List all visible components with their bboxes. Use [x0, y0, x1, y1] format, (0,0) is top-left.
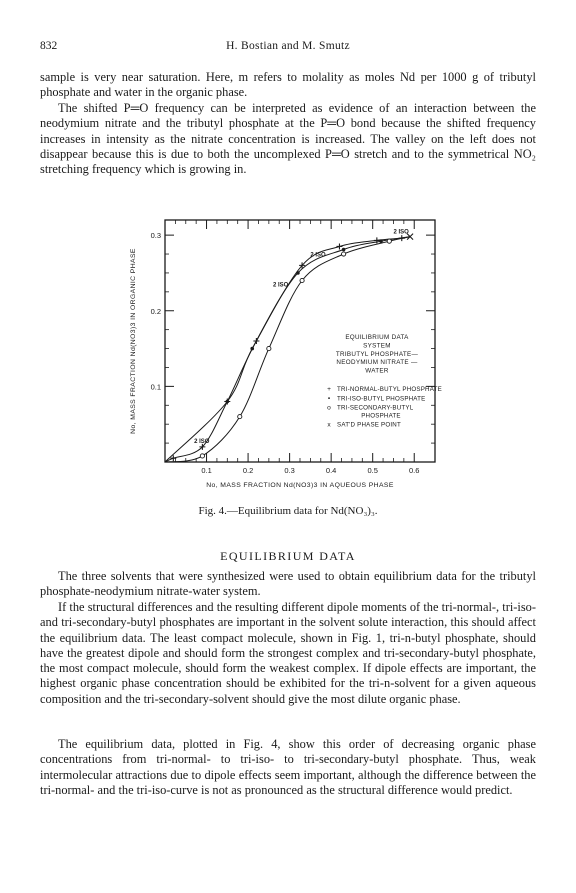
legend-title-line: TRIBUTYL PHOSPHATE—: [335, 350, 419, 358]
paragraph-equilibrium-data: The equilibrium data, plotted in Fig. 4, show this order of decreasing organic phase concentrations from tri-normal- to tri-iso- to tri-secondary-butyl phosphate. Thus, weak intermolecular attractions due to dipole effects seem important, although the difference between the tri-normal- and the tri-iso-curve is not as pronounced as the structural difference would predict.: [40, 737, 536, 797]
data-point-tri-iso: [296, 271, 300, 275]
annotation-label: 2 ISO: [310, 252, 326, 259]
x-tick-label: 0.6: [409, 466, 420, 475]
paragraph-shifted-frequency: The shifted P═O frequency can be interpreted as evidence of an interaction between the neodymium nitrate and the tributyl phosphate at the P═O bond because the shifted frequency increases in intensity as the nitrate concentration is increased. The valley on the left does not disappear because this is due to both the uncomplexed P═O stretch and to the symmetrical NO₂ stretching frequency which is growing in.: [40, 101, 536, 177]
section-heading: EQUILIBRIUM DATA: [220, 549, 356, 563]
legend-marker: o: [327, 404, 331, 412]
data-point-tri-secondary: [387, 239, 391, 243]
y-axis-label: No, MASS FRACTION Nd(NO3)3 IN ORGANIC PHASE: [130, 248, 137, 434]
paragraph-continuation: sample is very near saturation. Here, m refers to molality as moles Nd per 1000 g of tributyl phosphate and water in the organic phase.: [40, 70, 536, 100]
data-point-tri-secondary: [267, 346, 271, 350]
data-point-tri-secondary: [300, 278, 304, 282]
legend-title-line: NEODYMIUM NITRATE —: [336, 359, 418, 367]
annotation-label: 2 ISO: [194, 439, 210, 446]
equilibrium-chart: [95, 210, 485, 496]
y-tick-label: 0.2: [150, 306, 161, 316]
running-head-authors: H. Bostian and M. Smutz: [226, 40, 350, 52]
x-tick-label: 0.5: [367, 466, 378, 475]
data-point-tri-normal: [336, 243, 342, 249]
y-tick-label: 0.1: [150, 382, 161, 392]
x-tick-label: 0.3: [284, 466, 295, 475]
legend-title-line: EQUILIBRIUM DATA: [345, 334, 409, 341]
x-tick-label: 0.2: [242, 466, 254, 475]
legend-title-line: SYSTEM: [363, 342, 391, 350]
page-header: [40, 40, 536, 56]
annotation-label: 2 ISO: [273, 282, 289, 289]
equilibrium-figure: [95, 210, 485, 496]
page-number: 832: [40, 40, 58, 52]
x-tick-label: 0.4: [325, 466, 337, 475]
legend-label: PHOSPHATE: [361, 412, 401, 420]
paragraph-structural-differences: If the structural differences and the resulting different dipole moments of the tri-normal-, tri-iso- and tri-secondary-butyl phosphates are important in the solvent solute interaction, this should affect the equilibrium data. The least compact molecule, shown in Fig. 1, tri-n-butyl phosphate, should have the greatest dipole and should form the strongest complex and tri-secondary-butyl phosphate, the most compact molecule, should form the weakest complex. If dipole effects are important, the highest organic phase concentration should be exhibited for the tri-n-solvent for a given aqueous composition and the tri-secondary-solvent should give the most dilute organic phase.: [40, 600, 536, 706]
data-point-tri-secondary: [200, 454, 204, 458]
paragraph-solvents: The three solvents that were synthesized were used to obtain equilibrium data for the tributyl phosphate-neodymium nitrate-water system.: [40, 569, 536, 599]
legend-label: TRI-ISO-BUTYL PHOSPHATE: [337, 395, 426, 403]
data-point-tri-secondary: [342, 252, 346, 256]
legend-marker: x: [327, 421, 331, 429]
annotation-label: 2 ISO: [393, 229, 409, 236]
x-tick-label: 0.1: [201, 466, 212, 475]
data-point-tri-iso: [250, 347, 254, 351]
data-point-tri-secondary: [238, 415, 242, 419]
legend-label: SAT'D PHASE POINT: [337, 421, 401, 429]
data-point-tri-iso: [226, 400, 230, 404]
legend-label: TRI-SECONDARY-BUTYL: [337, 404, 414, 412]
legend-title-line: WATER: [365, 367, 389, 375]
legend-marker: +: [327, 386, 331, 393]
legend-label: TRI-NORMAL-BUTYL PHOSPHATE: [337, 386, 442, 393]
x-axis-label: No, MASS FRACTION Nd(NO3)3 IN AQUEOUS PHASE: [206, 482, 394, 489]
figure-caption: Fig. 4.—Equilibrium data for Nd(NO₃)₃.: [198, 505, 378, 517]
legend-marker: •: [327, 395, 331, 403]
y-tick-label: 0.3: [150, 231, 161, 241]
data-point-tri-iso: [342, 248, 346, 252]
